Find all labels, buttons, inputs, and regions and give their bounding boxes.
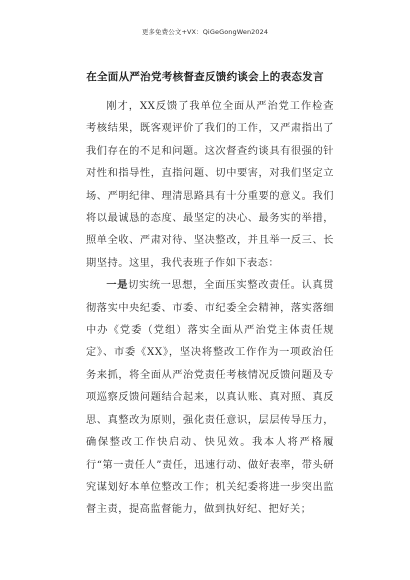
paragraph-point-one <box>86 275 334 521</box>
paragraph-point-one-text: 切实统一思想，全面压实整改责任。认真贯彻落实中央纪委、市委、市纪委全会精神，落实落细中办《党委（党组）落实全面从严治党主体责任规定》、市委《XX》，坚决将整改工作作为一项政治任务来抓，将全面从严治党责任考核情况反馈问题及专项巡察反馈问题结合起来，以真认账、真对照、真反思、真整改为原则，强化责任意识，层层传导压力，确保整改工作快启动、快见效。我本人将严格履行“第一责任人”责任，迅速行动、做好表率，带头研究谋划好本单位整改工作；机关纪委将进一步突出监督主责，提高监督能力，做到执好纪、把好关； <box>86 280 334 516</box>
document-title: 在全面从严治党考核督查反馈约谈会上的表态发言 <box>86 71 324 83</box>
document-body <box>86 96 334 522</box>
paragraph-point-one-lead: 一是 <box>106 280 129 292</box>
paragraph-intro <box>86 96 334 275</box>
header-note: 更多免费公文+VX：QiGeGongWen2024 <box>141 28 269 36</box>
paragraph-intro-text: 刚才，XX反馈了我单位全面从严治党工作检查考核结果，既客观评价了我们的工作，又严肃指出了我们存在的不足和问题。这次督查约谈具有很强的针对性和指导性，直指问题、切中要害，对我们坚定立场、严明纪律、理清思路具有十分重要的意义。我们将以最诚恳的态度、最坚定的决心、最务实的举措，照单全收、严肃对待、坚决整改，并且举一反三、长期坚持。这里，我代表班子作如下表态： <box>86 101 334 269</box>
